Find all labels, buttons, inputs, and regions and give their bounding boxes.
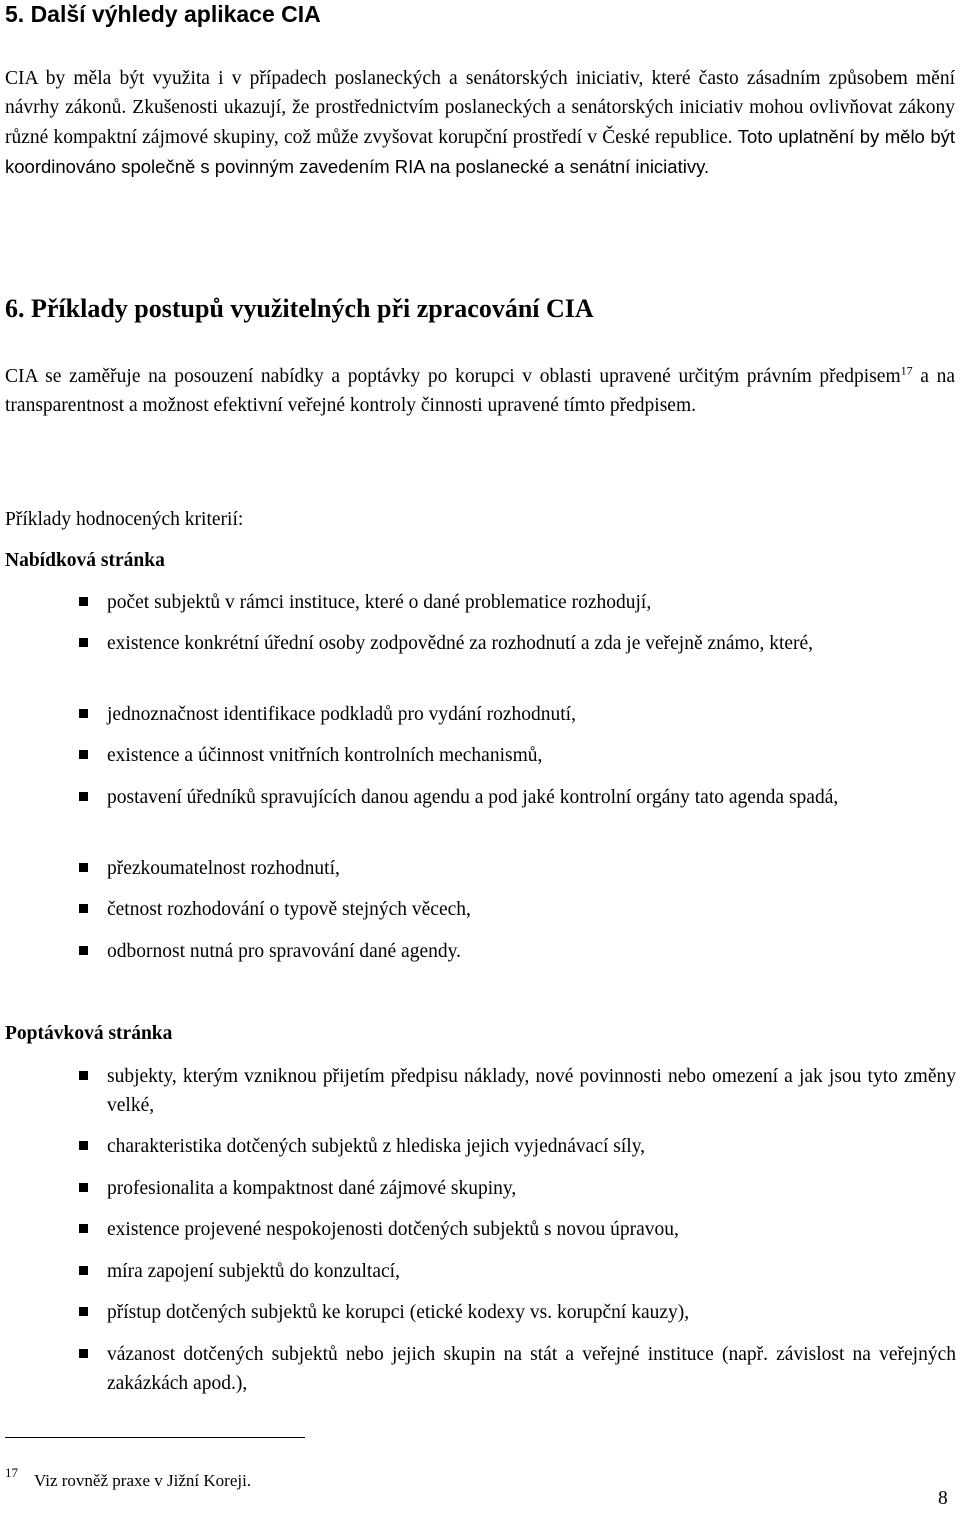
list-item-text: jednoznačnost identifikace podkladů pro vydání rozhodnutí,: [107, 704, 576, 725]
bullet-square-icon: [79, 904, 88, 913]
list-item-text: existence konkrétní úřední osoby zodpovědné za rozhodnutí a zda je veřejně známo, které,: [107, 633, 814, 654]
list-item-text: subjekty, kterým vzniknou přijetím předpisu náklady, nové povinnosti nebo omezení a jak jsou tyto změny velké,: [107, 1066, 956, 1116]
list-item-text: četnost rozhodování o typově stejných věcech,: [107, 899, 471, 920]
list-item-text: postavení úředníků spravujících danou agendu a pod jaké kontrolní orgány tato agenda spadá,: [107, 787, 839, 808]
section-5-paragraph: [5, 64, 955, 182]
list-item-text: počet subjektů v rámci instituce, které o dané problematice rozhodují,: [107, 592, 652, 613]
bullet-square-icon: [79, 946, 88, 955]
bullet-square-icon: [79, 1349, 88, 1358]
section-6-heading: 6. Příklady postupů využitelných při zpracování CIA: [5, 294, 594, 323]
section-5-paragraph-text-sans: Toto uplatnění by mělo být koordinováno společně s povinným zavedením RIA na poslanecké a senátní iniciativy.: [5, 126, 956, 177]
bullet-square-icon: [79, 638, 88, 647]
bullet-square-icon: [79, 1183, 88, 1192]
list-item-text: míra zapojení subjektů do konzultací,: [107, 1261, 400, 1282]
footnote-number: 17: [5, 1465, 18, 1480]
bullet-square-icon: [79, 1071, 88, 1080]
list-item-text: přezkoumatelnost rozhodnutí,: [107, 858, 340, 879]
section-6-paragraph-text-cont: a na transparentnost a možnost efektivní veřejné kontroly činnosti upravené tímto předpisem.: [5, 366, 956, 416]
list-item-text: existence a účinnost vnitřních kontrolních mechanismů,: [107, 745, 543, 766]
bullet-square-icon: [79, 1266, 88, 1275]
bullet-square-icon: [79, 750, 88, 759]
footnote-text: Viz rovněž praxe v Jižní Koreji.: [34, 1471, 252, 1490]
bullet-square-icon: [79, 792, 88, 801]
bullet-square-icon: [79, 1307, 88, 1316]
section-5-heading: 5. Další výhledy aplikace CIA: [5, 1, 321, 27]
bullet-square-icon: [79, 1224, 88, 1233]
bullet-square-icon: [79, 863, 88, 872]
examples-intro: Příklady hodnocených kriterií:: [5, 509, 244, 530]
list-item-text: charakteristika dotčených subjektů z hlediska jejich vyjednávací síly,: [107, 1136, 646, 1157]
bullet-square-icon: [79, 597, 88, 606]
list-item-text: profesionalita a kompaktnost dané zájmové skupiny,: [107, 1178, 517, 1199]
list-item-text: odbornost nutná pro spravování dané agendy.: [107, 941, 461, 962]
bullet-square-icon: [79, 709, 88, 718]
list-item-text: existence projevené nespokojenosti dotčených subjektů s novou úpravou,: [107, 1219, 679, 1240]
section-6-paragraph: [5, 362, 955, 420]
bullet-square-icon: [79, 1141, 88, 1150]
demand-heading: Poptávková stránka: [5, 1023, 173, 1044]
footnote-reference[interactable]: 17: [900, 363, 913, 378]
page-number: 8: [938, 1488, 948, 1509]
section-6-paragraph-text: CIA se zaměřuje na posouzení nabídky a poptávky po korupci v oblasti upravené určitým právním předpisem: [5, 366, 901, 387]
list-item-text: přístup dotčených subjektů ke korupci (etické kodexy vs. korupční kauzy),: [107, 1302, 690, 1323]
supply-heading: Nabídková stránka: [5, 550, 165, 571]
section-5-paragraph-text: CIA by měla být využita i v případech poslaneckých a senátorských iniciativ, které často zásadním způsobem mění návrhy zákonů. Zkušenosti ukazují, že prostřednictvím poslaneckých a senátorských iniciativ mohou ovlivňovat zákony různé kompaktní zájmové skupiny, což může zvyšovat korupční prostředí v České republice.: [5, 68, 955, 148]
footnote-separator: [5, 1437, 305, 1438]
list-item-text: vázanost dotčených subjektů nebo jejich skupin na stát a veřejné instituce (např. závislost na veřejných zakázkách apod.),: [107, 1344, 956, 1394]
